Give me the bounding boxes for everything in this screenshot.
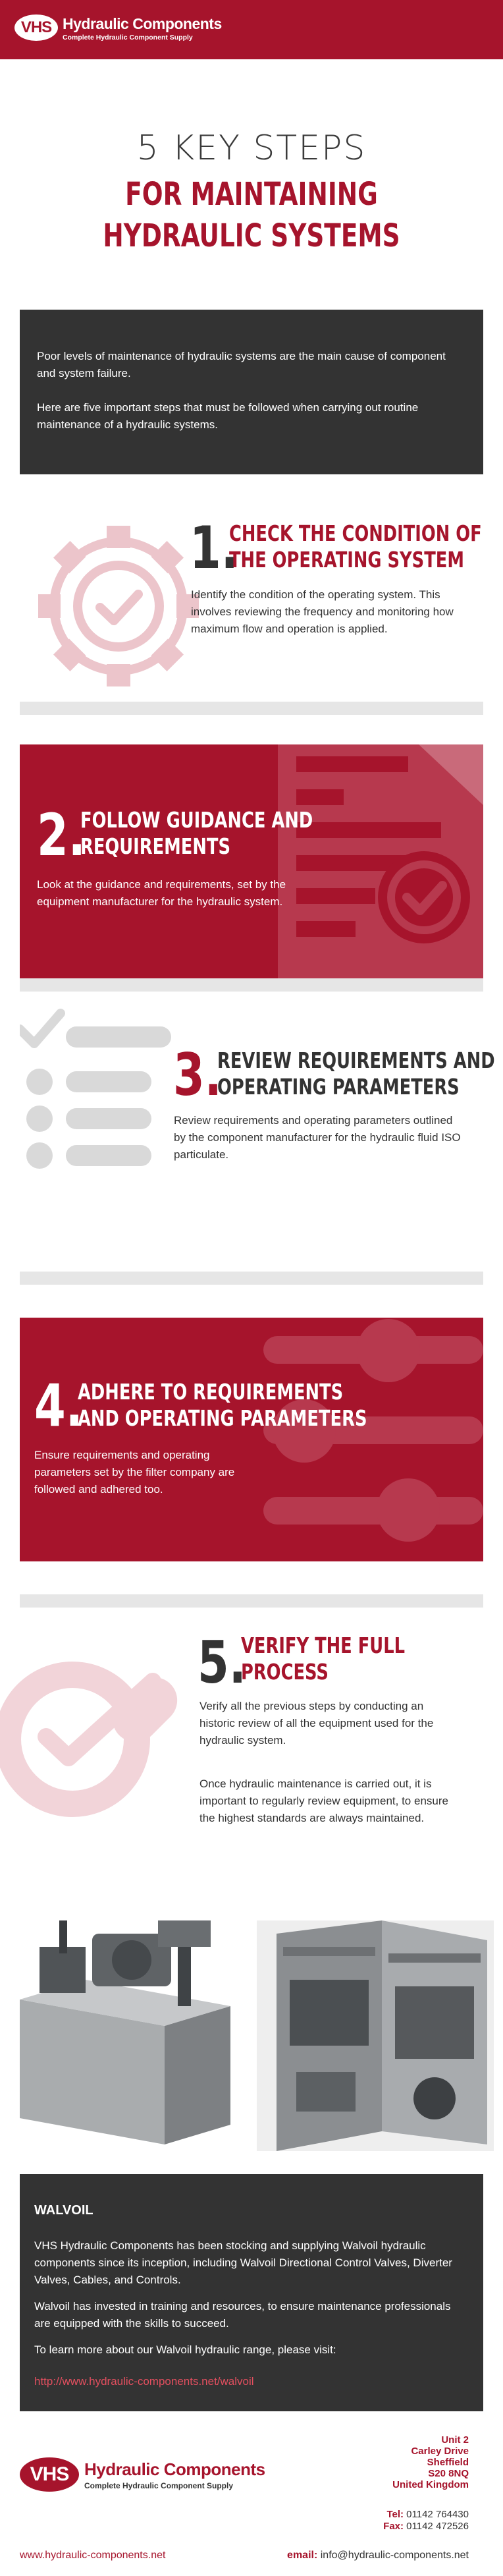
logo-tagline: Complete Hydraulic Component Supply [63, 34, 193, 42]
intro-box [20, 310, 483, 474]
step-4-title-line-2: AND OPERATING PARAMETERS [78, 1405, 367, 1431]
footer-logo-name: Hydraulic Components [84, 2459, 265, 2479]
step-1-title-line-1: CHECK THE CONDITION OF [229, 520, 482, 546]
step-4-text: Ensure requirements and operating parameters set by the filter company are followed and adhered too. [34, 1449, 235, 1496]
walvoil-paragraph-2: Walvoil has invested in training and resources, to ensure maintenance professionals are equipped with the skills to succeed. [34, 2300, 451, 2330]
step-1-text: Identify the condition of the operating system. This involves reviewing the frequency and monitoring how maximum flow and operation is applied. [191, 588, 454, 635]
walvoil-heading: WALVOIL [34, 2203, 93, 2218]
separator-2 [20, 978, 483, 992]
fax-number: 01142 472526 [406, 2521, 469, 2532]
step-5-text-2: Once hydraulic maintenance is carried out, it is important to regularly review equipment, to ensure the highest standards are always maintained. [199, 1778, 448, 1824]
step-3-title-line-1: REVIEW REQUIREMENTS AND [217, 1048, 495, 1073]
separator-3 [20, 1272, 483, 1285]
step-4-panel [20, 1318, 483, 1561]
step-5-number: 5. [198, 1629, 246, 1696]
checklist-icon [20, 1008, 178, 1179]
step-3-text: Review requirements and operating parameters outlined by the component manufacturer for the hydraulic fluid ISO particulate. [174, 1114, 461, 1161]
intro-paragraph-1: Poor levels of maintenance of hydraulic systems are the main cause of component and system failure. [37, 350, 446, 379]
magnifier-check-icon [0, 1621, 204, 1858]
address-line: Carley Drive [411, 2446, 469, 2457]
step-2-title-line-2: REQUIREMENTS [80, 833, 231, 859]
intro-paragraph-2: Here are five important steps that must be followed when carrying out routine maintenance of a hydraulic systems. [37, 401, 419, 431]
footer-website-link[interactable]: www.hydraulic-components.net [20, 2550, 166, 2561]
step-2-panel [20, 744, 483, 992]
sliders-icon [20, 1318, 483, 1561]
separator-4 [20, 1594, 483, 1608]
email-link[interactable]: info@hydraulic-components.net [320, 2550, 469, 2561]
fax-label: Fax: [383, 2521, 404, 2532]
address-line: S20 8NQ [428, 2468, 469, 2479]
step-5-text: Verify all the previous steps by conducting an historic review of all the equipment used for the hydraulic system. [199, 1700, 434, 1747]
hydraulic-cabinet-image [257, 1920, 494, 2151]
separator-1 [20, 702, 483, 715]
address-line: Unit 2 [441, 2434, 469, 2446]
step-1-number: 1. [190, 514, 238, 582]
email-label: email: [287, 2550, 318, 2561]
step-5-title-line-2: PROCESS [241, 1659, 329, 1685]
address-line: United Kingdom [392, 2479, 469, 2490]
title-line-3: HYDRAULIC SYSTEMS [103, 217, 400, 254]
walvoil-paragraph-1: VHS Hydraulic Components has been stocking and supplying Walvoil hydraulic components since its inception, including Walvoil Directional Control Valves, Diverter Valves, Cables, and Controls. [34, 2239, 452, 2286]
step-3-title-line-2: OPERATING PARAMETERS [217, 1074, 460, 1100]
vhs-logo[interactable]: VHS [14, 14, 58, 41]
step-1-title-line-2: THE OPERATING SYSTEM [229, 547, 464, 573]
step-2-title-line-1: FOLLOW GUIDANCE AND [80, 807, 313, 833]
walvoil-paragraph-3: To learn more about our Walvoil hydraulic range, please visit: [34, 2343, 336, 2356]
footer-email [270, 2550, 469, 2562]
footer-contact [329, 2509, 469, 2533]
logo-name: Hydraulic Components [63, 15, 222, 32]
title-line-1: 5 KEY STEPS [136, 128, 367, 168]
footer-address [329, 2434, 469, 2490]
document-check-icon [278, 744, 483, 992]
step-5-title-line-1: VERIFY THE FULL [241, 1633, 406, 1658]
tel-number[interactable]: 01142 764430 [406, 2509, 469, 2520]
step-3-number: 3. [173, 1041, 222, 1109]
tel-label: Tel: [386, 2509, 404, 2520]
step-2-number: 2. [37, 801, 86, 869]
title-line-2: FOR MAINTAINING [125, 176, 378, 213]
step-2-text: Look at the guidance and requirements, set by the equipment manufacturer for the hydraulic system. [37, 878, 286, 908]
footer-vhs-logo[interactable]: VHS [20, 2457, 79, 2492]
walvoil-link[interactable]: http://www.hydraulic-components.net/walvoil [34, 2375, 254, 2388]
step-4-number: 4. [34, 1372, 83, 1440]
hydraulic-equipment-photos [0, 1907, 503, 2161]
address-line: Sheffield [427, 2457, 469, 2468]
step-4-title-line-1: ADHERE TO REQUIREMENTS [78, 1379, 344, 1405]
footer-logo-tagline: Complete Hydraulic Component Supply [84, 2481, 234, 2490]
walvoil-box [20, 2174, 483, 2411]
